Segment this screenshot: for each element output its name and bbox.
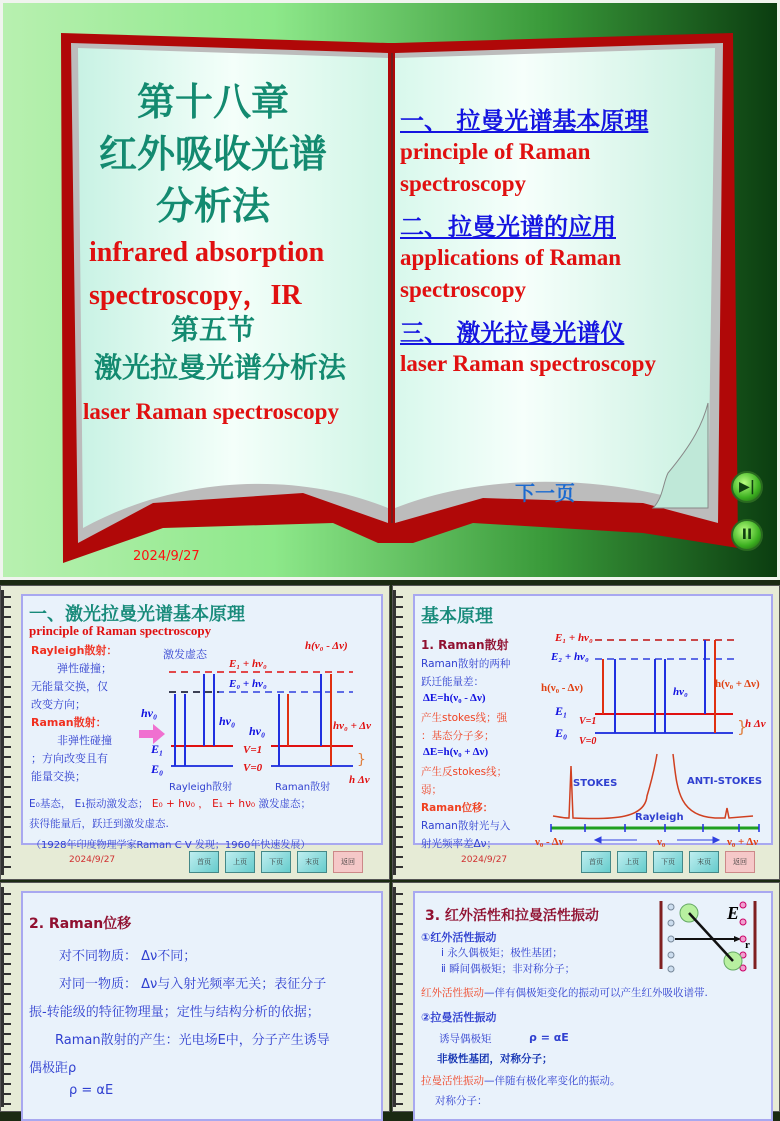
level-label: hν₀ <box>141 706 158 720</box>
dipole-field-illustration <box>655 895 765 975</box>
diagram-caption: Raman散射 <box>275 782 331 793</box>
virtual-state-label: 激发虚态 <box>163 648 207 661</box>
note-line-1: E₀基态， E₁振动激发态； E₀ + hν₀ ， E₁ + hν₀ 激发虚态； <box>29 798 311 810</box>
slide-subtitle: principle of Raman spectroscopy <box>29 623 212 638</box>
text: 弹性碰撞； <box>57 662 112 675</box>
level-label: hν₀ + Δν <box>333 720 371 732</box>
text: 能量交换； <box>31 770 86 783</box>
toc-link-principle[interactable]: 一、 拉曼光谱基本原理 <box>400 107 649 135</box>
nav-last[interactable]: 末页 <box>689 851 719 873</box>
slide-title: 一、激光拉曼光谱基本原理 <box>29 604 245 625</box>
nav-prev[interactable]: 上页 <box>225 851 255 873</box>
raman-label: Raman散射： <box>31 716 107 729</box>
pause-icon: II <box>741 527 753 543</box>
level-label: hν₀ <box>249 724 266 738</box>
nav-prev[interactable]: 上页 <box>617 851 647 873</box>
slide-date: 2024/9/27 <box>461 855 508 865</box>
section-heading: 1. Raman散射 <box>421 638 509 652</box>
text: Raman散射的两种 <box>421 658 511 670</box>
nav-next[interactable]: 下页 <box>261 851 291 873</box>
svg-text:}: } <box>357 752 366 768</box>
level-label: hν₀ <box>219 714 236 728</box>
toc-en-applications-2: spectroscopy <box>400 277 527 302</box>
slide-content <box>413 891 773 1121</box>
slide-ir-raman-active <box>392 882 780 1112</box>
text: 偶极距ρ <box>29 1061 77 1076</box>
distance-label: r <box>745 939 750 951</box>
chapter-title-line2: 分析法 <box>155 184 270 228</box>
axis-label: ν₀ <box>657 836 666 848</box>
level-label: E₀ + hν₀ <box>229 678 267 690</box>
notebook-spiral <box>393 887 403 1107</box>
slide-title: 基本原理 <box>421 606 493 627</box>
toc-en-instrument: laser Raman spectroscopy <box>400 351 656 376</box>
text: 振-转能级的特征物理量；定性与结构分析的依据； <box>29 1005 320 1020</box>
note-line-2: 获得能量后，跃迁到激发虚态. <box>29 818 169 830</box>
nav-first[interactable]: 首页 <box>189 851 219 873</box>
slide-content <box>413 594 773 850</box>
text: 跃迁能量差： <box>421 676 484 688</box>
cover-date: 2024/9/27 <box>133 549 200 564</box>
next-slide-button[interactable] <box>731 471 763 503</box>
pause-button[interactable] <box>731 519 763 551</box>
text: 诱导偶极矩 <box>439 1033 492 1045</box>
chapter-title-en2: spectroscopy，IR <box>89 280 302 311</box>
text: 非极性基团，对称分子； <box>437 1053 553 1065</box>
toc-en-principle-2: spectroscopy <box>400 171 527 196</box>
chapter-title-line1: 红外吸收光谱 <box>98 132 327 176</box>
slide-content <box>21 594 383 851</box>
rayleigh-label: Rayleigh散射： <box>31 644 118 657</box>
text: ⅰ 永久偶极矩；极性基团； <box>441 947 563 959</box>
text: 改变方向； <box>31 698 86 711</box>
nav-first[interactable]: 首页 <box>581 851 611 873</box>
slide-content <box>21 891 383 1121</box>
text: 产生反stokes线； <box>421 766 508 778</box>
slide-raman-shift <box>0 882 390 1112</box>
chapter-title-en1: infrared absorption <box>89 237 325 268</box>
text: ；方向改变且有 <box>31 752 108 765</box>
toc-en-principle-1: principle of Raman <box>400 139 591 164</box>
text: Raman散射光与入 <box>421 820 511 832</box>
text: Raman散射的产生：光电场E中，分子产生诱导 <box>55 1033 330 1048</box>
next-icon: ▶| <box>739 479 755 495</box>
toc-link-instrument[interactable]: 三、 激光拉曼光谱仪 <box>400 319 625 347</box>
section-title: 激光拉曼光谱分析法 <box>93 351 346 384</box>
field-label: E <box>727 903 740 923</box>
slide-nav <box>189 851 363 873</box>
section-label: 第五节 <box>170 313 255 346</box>
section-heading: ①红外活性振动 <box>421 931 497 944</box>
level-label: h(ν₀ + Δν) <box>715 678 760 690</box>
level-label: V=0 <box>243 762 263 774</box>
level-label: E₀ <box>555 726 568 740</box>
text: 射光频率差Δν； <box>421 838 498 850</box>
level-label: E₁ + hν₀ <box>555 632 593 644</box>
arrow-icon <box>139 724 165 744</box>
toc-link-applications[interactable]: 二、拉曼光谱的应用 <box>400 213 616 241</box>
equation: ΔE=h(ν₀ + Δν) <box>423 746 489 758</box>
nav-return[interactable]: 返回 <box>725 851 755 873</box>
text: 弱； <box>421 784 442 796</box>
text: Raman位移： <box>421 802 494 814</box>
section-title-en: laser Raman spectroscopy <box>83 399 339 424</box>
next-page-link[interactable]: 下一页 <box>515 481 575 505</box>
level-label: E₁ + hν₀ <box>229 658 267 670</box>
anti-stokes-label: ANTI-STOKES <box>687 776 763 787</box>
level-label: E₀ <box>151 762 164 776</box>
level-label: V=1 <box>243 744 263 756</box>
slide-basic-principle <box>392 585 780 880</box>
notebook-spiral <box>1 887 11 1107</box>
notebook-spiral <box>1 590 11 875</box>
equation: ρ = αE <box>69 1083 114 1098</box>
level-label: hν₀ <box>673 686 688 698</box>
text: 产生stokes线；强 <box>421 712 508 724</box>
level-label: h(ν₀ - Δν) <box>305 640 348 652</box>
raman-definition: 拉曼活性振动—伴随有极化率变化的振动。 <box>421 1075 621 1087</box>
text: 对同一物质： Δν与入射光频率无关；表征分子 <box>59 977 327 992</box>
slide-nav <box>581 851 755 873</box>
axis-label: ν₀ - Δν <box>535 836 564 848</box>
ir-definition: 红外活性振动—伴有偶极矩变化的振动可以产生红外吸收谱带. <box>421 987 708 999</box>
level-label: E₁ <box>151 742 164 756</box>
chapter-label: 第十八章 <box>136 80 289 124</box>
nav-next[interactable]: 下页 <box>653 851 683 873</box>
slide-date: 2024/9/27 <box>69 855 116 865</box>
equation: ρ = αE <box>529 1031 569 1044</box>
nav-return[interactable]: 返回 <box>333 851 363 873</box>
history-note: （1928年印度物理学家Raman C V 发现；1960年快速发展） <box>31 840 311 851</box>
notebook-spiral <box>393 590 403 875</box>
level-label: V=1 <box>579 716 597 727</box>
level-label: h(ν₀ - Δν) <box>541 682 584 694</box>
level-label: E₁ <box>555 704 568 718</box>
toc-en-applications-1: applications of Raman <box>400 245 622 270</box>
svg-text:}: } <box>737 717 748 736</box>
slide-raman-principle <box>0 585 390 880</box>
level-label: h Δν <box>745 718 766 730</box>
nav-last[interactable]: 末页 <box>297 851 327 873</box>
level-label: E₂ + hν₀ <box>551 651 589 663</box>
level-label: h Δν <box>349 774 370 786</box>
text: ：基态分子多； <box>421 730 495 742</box>
text: 无能量交换，仅 <box>31 680 108 693</box>
text: ⅱ 瞬间偶极矩；非对称分子； <box>441 963 576 975</box>
text: 对称分子： <box>435 1095 488 1107</box>
level-label: V=0 <box>579 736 597 747</box>
section-heading: ②拉曼活性振动 <box>421 1011 497 1024</box>
stokes-label: STOKES <box>573 778 618 789</box>
slide-title: 3. 红外活性和拉曼活性振动 <box>425 908 599 924</box>
equation: ΔE=h(ν₀ - Δν) <box>423 692 486 704</box>
diagram-caption: Rayleigh散射 <box>169 782 233 793</box>
slide-title: 2. Raman位移 <box>29 916 132 932</box>
text: 非弹性碰撞 <box>57 734 112 747</box>
rayleigh-label: Rayleigh <box>635 812 684 823</box>
axis-label: ν₀ + Δν <box>727 836 759 848</box>
text: 对不同物质： Δν不同； <box>59 949 197 964</box>
